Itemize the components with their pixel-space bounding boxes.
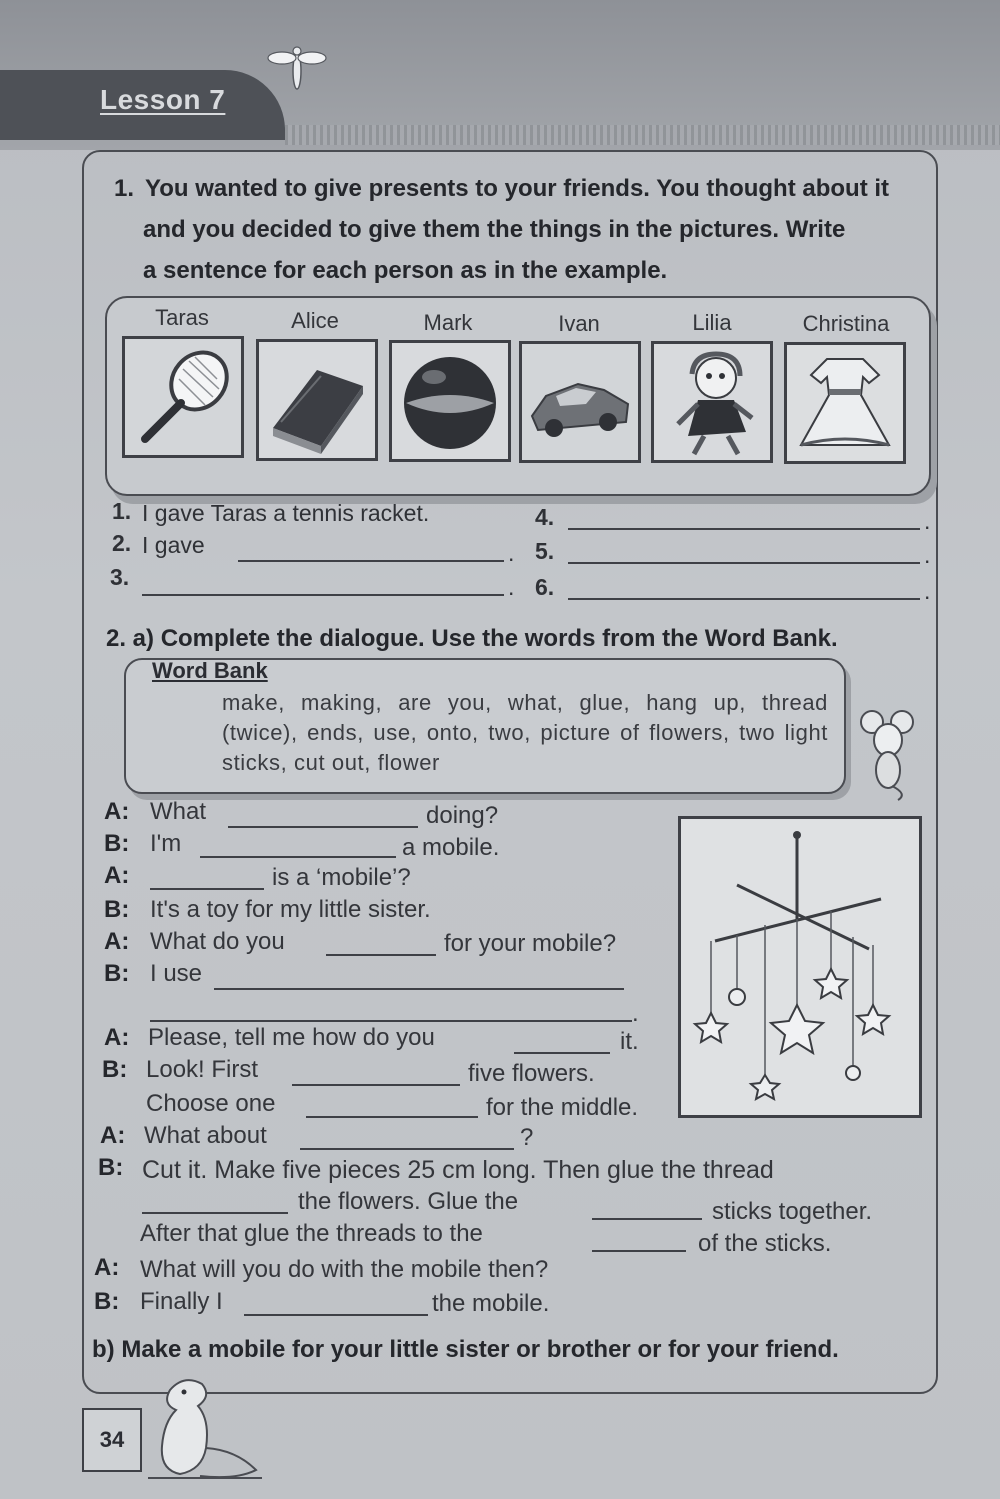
period: . [508,540,515,566]
kangaroo-icon [140,1370,270,1485]
speaker-a: A: [104,1024,130,1051]
answer-line-6[interactable] [568,598,920,600]
doll-icon [654,344,770,460]
header-decoration [285,125,1000,145]
answer-number: 4. [535,504,555,530]
dialogue-text: I'm [150,830,182,857]
period: . [924,578,931,604]
dialogue-blank-5[interactable] [214,988,624,990]
person-name: Mark [423,310,473,335]
dialogue-blank-4[interactable] [326,954,436,956]
word-bank-words: make, making, are you, what, glue, hang up, thread (twice), ends, use, onto, two, picture of flowers, two light sticks, cut out, flower [222,690,828,775]
dialogue-text: What will you do with the mobile then? [140,1256,549,1283]
speaker-a: A: [94,1254,120,1281]
dialogue-text: Finally I [140,1288,223,1315]
answer-line-4[interactable] [568,528,920,530]
answer-prompt: I gave [142,532,205,558]
dialogue-text: of the sticks. [698,1230,832,1257]
period: . [924,542,931,568]
dress-picture [784,342,906,464]
answer-line-3[interactable] [142,594,504,596]
dress-icon [787,345,903,461]
dialogue-blank-8[interactable] [292,1084,460,1086]
task1-instruction-line3: a sentence for each person as in the example. [143,257,668,284]
tennis-racket-picture [122,336,244,458]
dialogue-text: sticks together. [712,1198,873,1225]
speaker-b: B: [104,960,130,987]
dialogue-text: I use [150,960,203,987]
dialogue-text: the mobile. [432,1290,550,1317]
dialogue-text: is a ‘mobile’? [272,864,411,891]
mobile-picture [678,816,922,1118]
speaker-a: A: [104,928,130,955]
task1-number: 1. [114,175,135,202]
dialogue-text: doing? [426,802,499,829]
dialogue-blank-7[interactable] [514,1052,610,1054]
speaker-a: A: [100,1122,126,1149]
dialogue-text: a mobile. [402,834,500,861]
dialogue-blank-12[interactable] [592,1218,702,1220]
answer-line-2[interactable] [238,560,504,562]
person-name: Alice [291,308,339,333]
dialogue-blank-10[interactable] [300,1148,514,1150]
answer-line-5[interactable] [568,562,920,564]
dialogue-text: five flowers. [468,1060,595,1087]
dialogue-text: Choose one [146,1090,276,1117]
dialogue-text: Cut it. Make five pieces 25 cm long. Then glue the thread [142,1156,774,1184]
dialogue-text: What about [144,1122,267,1149]
dialogue-text: for the middle. [486,1094,639,1121]
dialogue-text: After that glue the threads to the [140,1220,483,1247]
toy-car-icon [522,344,638,460]
speaker-b: B: [94,1288,120,1315]
lesson-title: Lesson 7 [100,84,226,115]
period: . [508,574,515,600]
example-answer: I gave Taras a tennis racket. [142,500,430,526]
book-icon [259,342,375,458]
person-name: Ivan [558,311,600,336]
speaker-b: B: [104,830,130,857]
dialogue-text: it. [620,1028,639,1055]
tennis-racket-icon [125,339,241,455]
mouse-icon [858,706,918,802]
task2-heading: 2. a) Complete the dialogue. Use the words from the Word Bank. [106,625,838,652]
speaker-b: B: [102,1056,128,1083]
answer-number: 5. [535,538,555,564]
dialogue-blank-6[interactable] [150,1020,632,1022]
dialogue-blank-14[interactable] [244,1314,428,1316]
page-number: 34 [82,1408,142,1472]
dialogue-blank-9[interactable] [306,1116,478,1118]
dialogue-text: ? [520,1124,534,1151]
dialogue-text: What [150,798,207,825]
speaker-a: A: [104,798,130,825]
doll-picture [651,341,773,463]
answer-number: 6. [535,574,555,600]
period: . [924,508,931,534]
answer-number: 2. [112,530,132,556]
ball-icon [392,343,508,459]
dialogue-blank-2[interactable] [200,856,396,858]
dialogue-text: What do you [150,928,285,955]
period: . [632,1000,639,1027]
dialogue-text: It's a toy for my little sister. [150,896,431,923]
dialogue-text: the flowers. Glue the [298,1188,519,1215]
person-name: Christina [802,311,890,336]
dragonfly-icon [262,36,332,96]
dialogue-blank-3[interactable] [150,888,264,890]
speaker-b: B: [98,1154,124,1181]
mobile-icon [681,819,919,1115]
dialogue-text: Look! First [146,1056,259,1083]
speaker-b: B: [104,896,130,923]
dialogue-text: for your mobile? [444,930,617,957]
task1-instruction-line1: You wanted to give presents to your friends. You thought about it [145,175,890,202]
speaker-a: A: [104,862,130,889]
answer-number: 3. [110,564,130,590]
dialogue-blank-13[interactable] [592,1250,686,1252]
ball-picture [389,340,511,462]
book-picture [256,339,378,461]
person-name: Taras [155,305,209,330]
dialogue-text: Please, tell me how do you [148,1024,435,1051]
dialogue-blank-1[interactable] [228,826,418,828]
task1-instruction-line2: and you decided to give them the things in the pictures. Write [143,216,846,243]
toy-car-picture [519,341,641,463]
person-name: Lilia [692,310,732,335]
dialogue-blank-11[interactable] [142,1212,288,1214]
task2b-instruction: b) Make a mobile for your little sister or brother or for your friend. [92,1336,839,1363]
answer-number: 1. [112,498,132,524]
word-bank-title: Word Bank [152,658,268,683]
